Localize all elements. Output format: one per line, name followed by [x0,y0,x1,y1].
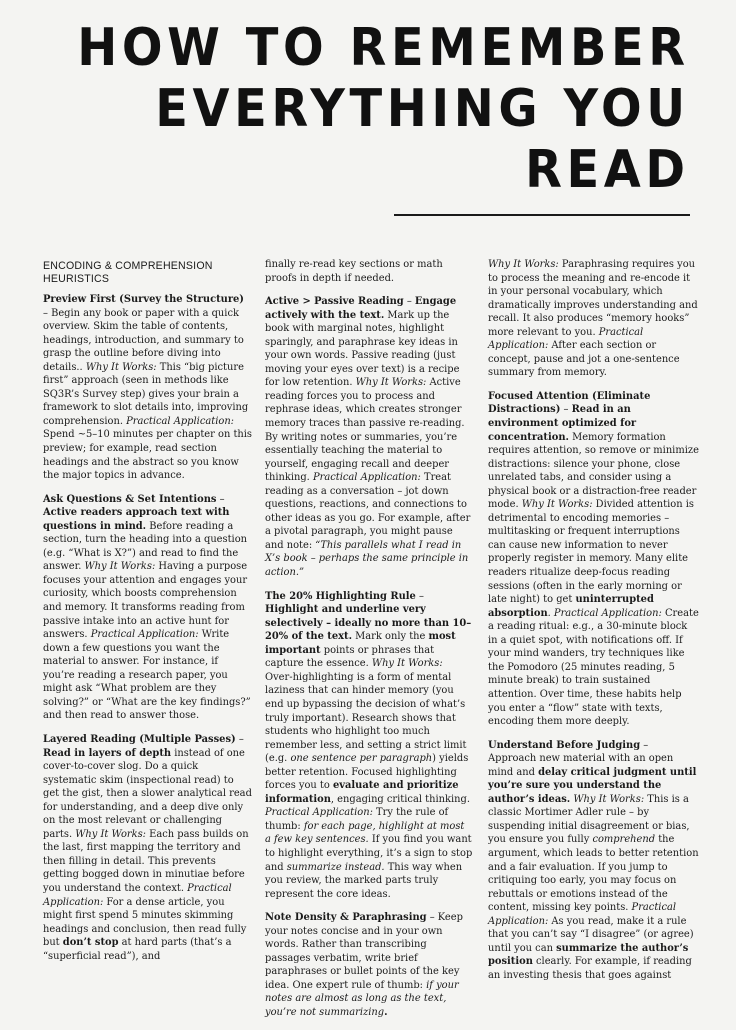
paragraph-continued: finally re-read key sections or math proofs in depth if needed. [265,259,443,284]
paragraph-understand-before-judging: Understand Before Judging – Approach new material with an open mind and delay critical judgment until you’re sure you understand the author’s ideas. Why It Works: This is a classic Mortimer Adler rule – by suspending initial disagreement or bias, you ensure you fully comprehend the argument, which leads to better retention and a fair evaluation. If you jump to critiquing too early, you may focus on rebuttals or emotions instead of the content, missing key points. Practical Application: As you read, make it a rule that you can’t say “I disagree” (or agree) until you can summarize the author’s position clearly. For example, if reading an investing thesis that goes against [488,739,699,981]
title-line-2: EVERYTHING YOU [155,79,690,139]
heuristic-title: Active > Passive Reading [265,296,404,308]
page-title [78,18,690,201]
column-3 [488,258,699,992]
heuristic-title: Note Density & Paraphrasing [265,912,427,924]
paragraph-note-density: Note Density & Paraphrasing – Keep your notes concise and in your own words. Rather than transcribing passages verbatim, write brief paraphrases or bullet points of the key idea. One expert rule of thumb: if your notes are almost as long as the text, you’re not summarizing. [265,912,463,1018]
title-line-3: READ [525,140,690,200]
paragraph-paraphrasing-continued: Why It Works: Paraphrasing requires you to process the meaning and re-encode it in your personal vocabulary, which dramatically improves understanding and recall. It also produces “memory hooks” more relevant to you. Practical Application: After each section or concept, pause and jot a one-sentence summary from memory. [488,259,698,379]
heuristic-title: The 20% Highlighting Rule [265,590,416,602]
column-2 [265,258,473,1030]
paragraph-preview-first: Preview First (Survey the Structure) – Begin any book or paper with a quick overview. Skim the table of contents, headings, introduction, and summary to grasp the outline before diving into details.. Why It Works: This “big picture first” approach (seen in methods like SQ3R’s Survey step) gives your brain a framework to slot details into, improving comprehension. Practical Application: Spend ~5–10 minutes per chapter on this preview; for example, read section headings and the abstract so you know the major topics in advance. [43,294,253,482]
title-line-1: HOW TO REMEMBER [77,18,690,78]
heuristic-title: Ask Questions & Set Intentions [43,493,217,505]
paragraph-highlighting-rule: The 20% Highlighting Rule – Highlight and underline very selectively – ideally no more than 10–20% of the text. Mark only the most important points or phrases that capture the essence. Why It Works: Over-highlighting is a form of mental laziness that can hinder memory (you end up bypassing the decision of what’s truly important). Research shows that students who highlight too much remember less, and setting a strict limit (e.g. one sentence per paragraph) yields better retention. Focused highlighting forces you to evaluate and prioritize information, engaging critical thinking. Practical Application: Try the rule of thumb: for each page, highlight at most a few key sentences. If you find you want to highlight everything, it’s a sign to stop and summarize instead. This way when you review, the marked parts truly represent the core ideas. [265,590,473,900]
heuristic-title: Preview First (Survey the Structure) [43,294,244,305]
heuristic-title: Layered Reading (Multiple Passes) [43,733,236,745]
heuristic-title: Focused Attention (Eliminate Distractions) [488,390,651,416]
section-heading: ENCODING & COMPREHENSION HEURISTICS [43,260,213,285]
paragraph-layered-reading: Layered Reading (Multiple Passes) – Read in layers of depth instead of one cover-to-cover slog. Do a quick systematic skim (inspectional read) to get the gist, then a slower analytical read for understanding, and a deep dive only on the most relevant or challenging parts. Why It Works: Each pass builds on the last, first mapping the territory and then filling in detail. This prevents getting bogged down in minutiae before you understand the context. Practical Application: For a dense article, you might first spend 5 minutes skimming headings and conclusion, then read fully but don’t stop at hard parts (that’s a “superficial read”), and [43,733,252,962]
paragraph-active-reading: Active > Passive Reading – Engage actively with the text. Mark up the book with marginal notes, highlight sparingly, and paraphrase key ideas in your own words. Passive reading (just moving your eyes over text) is a recipe for low retention. Why It Works: Active reading forces you to process and rephrase ideas, which creates stronger memory traces than passive re-reading. By writing notes or summaries, you’re essentially teaching the material to yourself, engaging recall and deeper thinking. Practical Application: Treat reading as a conversation – jot down questions, reactions, and connections to other ideas as you go. For example, after a pivotal paragraph, you might pause and note: “This parallels what I read in X’s book – perhaps the same principle in action.” [265,296,471,579]
paragraph-focused-attention: Focused Attention (Eliminate Distractions) – Read in an environment optimized for concentration. Memory formation requires attention, so remove or minimize distractions: silence your phone, close unrelated tabs, and consider using a physical book or a distraction-free reader mode. Why It Works: Divided attention is detrimental to encoding memories – multitasking or frequent interruptions can cause new information to never properly register in memory. Many elite readers ritualize deep-focus reading sessions (often in the early morning or late night) to get uninterrupted absorption. Practical Application: Create a reading ritual: e.g., a 30-minute block in a quiet spot, with notifications off. If your mind wanders, try techniques like the Pomodoro (25 minutes reading, 5 minute break) to train sustained attention. Over time, these habits help you enter a “flow” state with texts, encoding them more deeply. [488,390,699,728]
heuristic-title: Understand Before Judging [488,739,641,751]
title-rule [394,214,690,216]
paragraph-ask-questions: Ask Questions & Set Intentions – Active readers approach text with questions in mind. Before reading a section, turn the heading into a question (e.g. “What is X?”) and read to find the answer. Why It Works: Having a purpose focuses your attention and engages your curiosity, which boosts comprehension and memory. It transforms reading from passive intake into an active hunt for answers. Practical Application: Write down a few questions you want the material to answer. For instance, if you’re reading a research paper, you might ask “What problem are they solving?” or “What are the key findings?” and then read to answer those. [43,493,251,722]
column-1 [43,258,252,973]
